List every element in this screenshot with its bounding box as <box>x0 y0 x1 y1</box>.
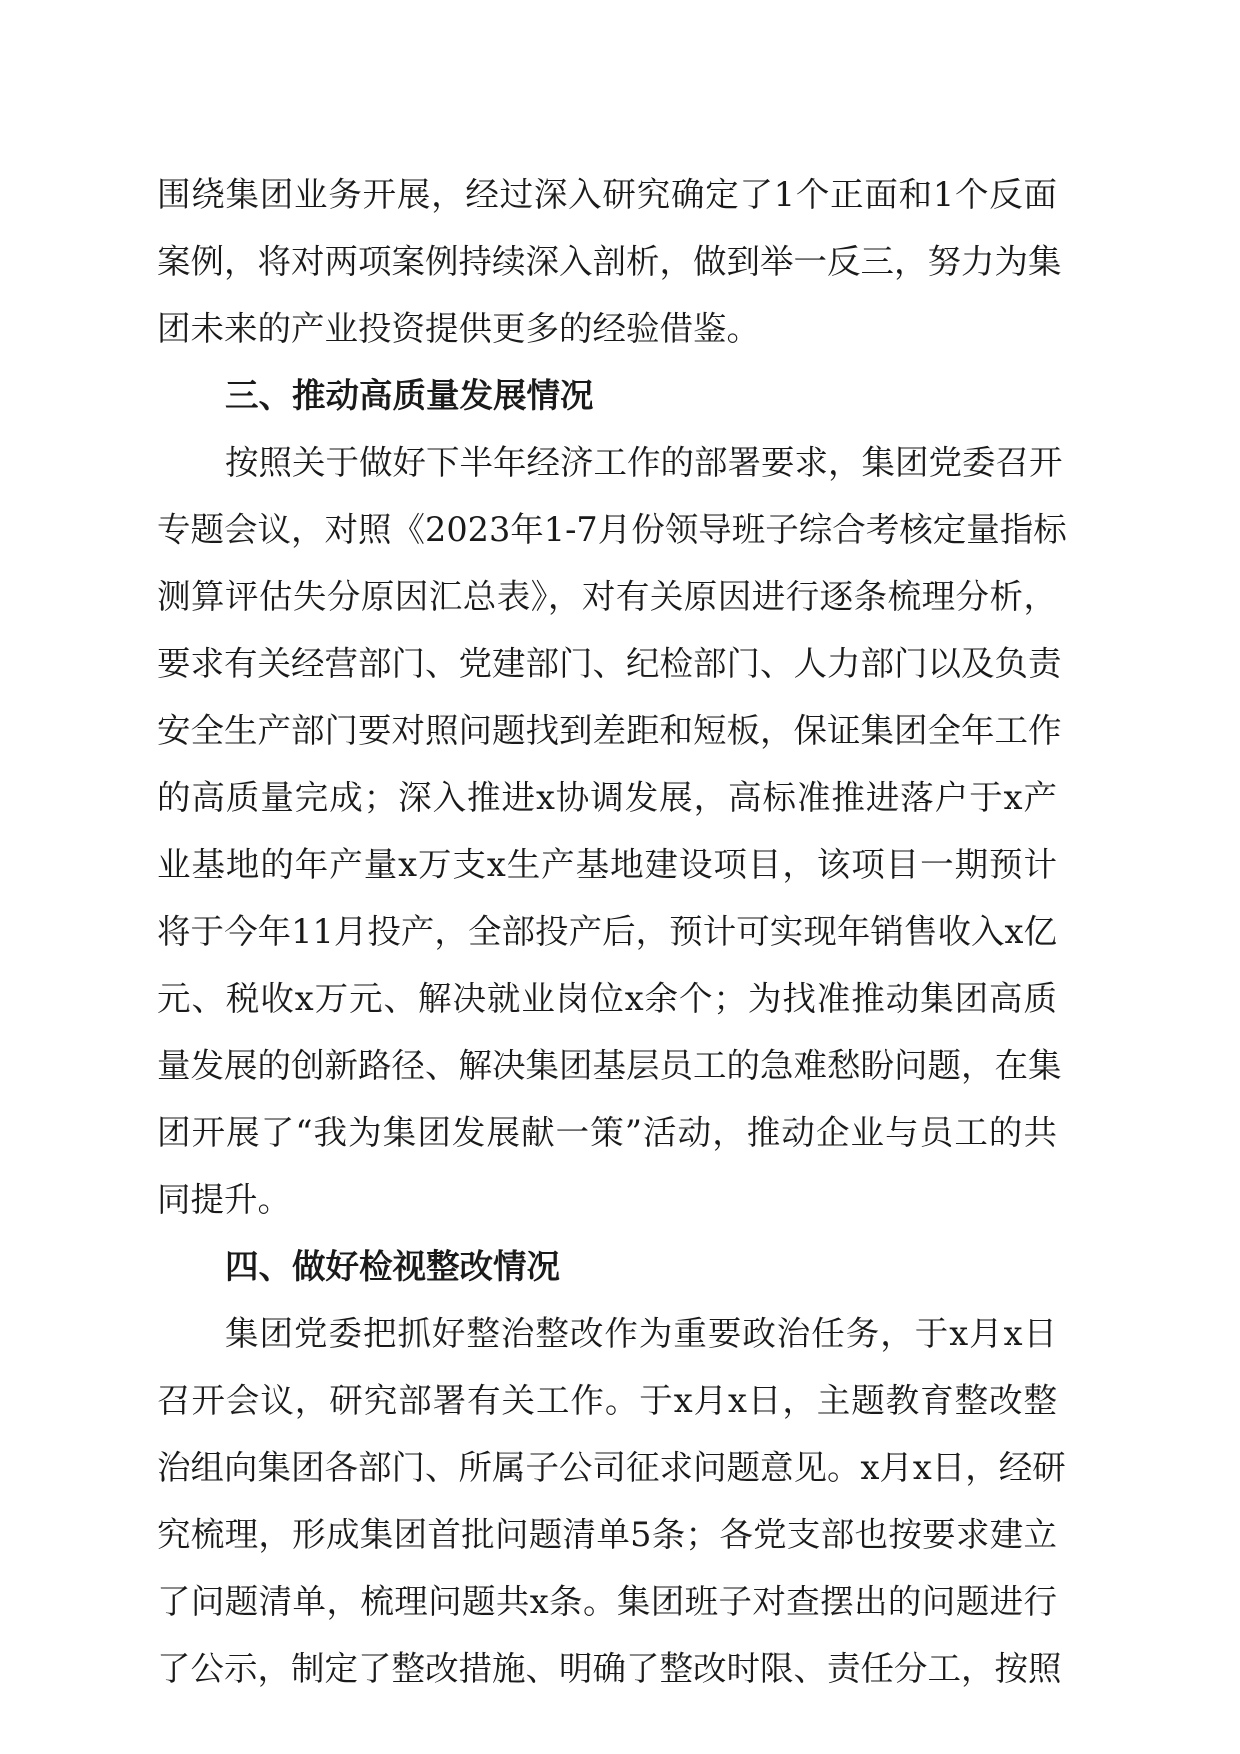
section-heading-3: 三、推动高质量发展情况 <box>225 376 594 415</box>
paragraph-line: 了问题清单，梳理问题共x条。集团班子对查摆出的问题进行 <box>157 1582 1057 1621</box>
paragraph-line: 团开展了“我为集团发展献一策”活动，推动企业与员工的共 <box>157 1113 1057 1152</box>
paragraph-line: 案例，将对两项案例持续深入剖析，做到举一反三，努力为集 <box>157 242 1062 281</box>
paragraph-line: 专题会议，对照《2023年1-7月份领导班子综合考核定量指标 <box>157 510 1067 549</box>
paragraph-line: 围绕集团业务开展，经过深入研究确定了1个正面和1个反面 <box>157 175 1057 214</box>
paragraph-line: 要求有关经营部门、党建部门、纪检部门、人力部门以及负责 <box>157 644 1062 683</box>
paragraph-line: 了公示，制定了整改措施、明确了整改时限、责任分工，按照 <box>157 1649 1062 1688</box>
paragraph-line: 将于今年11月投产，全部投产后，预计可实现年销售收入x亿 <box>157 912 1057 951</box>
paragraph-line: 的高质量完成；深入推进x协调发展，高标准推进落户于x产 <box>157 778 1057 817</box>
paragraph-line: 团未来的产业投资提供更多的经验借鉴。 <box>157 309 760 348</box>
paragraph-line: 究梳理，形成集团首批问题清单5条；各党支部也按要求建立 <box>157 1515 1057 1554</box>
paragraph-line: 同提升。 <box>157 1180 291 1219</box>
paragraph-line: 业基地的年产量x万支x生产基地建设项目，该项目一期预计 <box>157 845 1057 884</box>
paragraph-line: 测算评估失分原因汇总表》，对有关原因进行逐条梳理分析， <box>157 577 1057 616</box>
paragraph-line: 召开会议，研究部署有关工作。于x月x日，主题教育整改整 <box>157 1381 1057 1420</box>
paragraph-line: 量发展的创新路径、解决集团基层员工的急难愁盼问题，在集 <box>157 1046 1062 1085</box>
paragraph-line: 按照关于做好下半年经济工作的部署要求，集团党委召开 <box>225 443 1063 482</box>
paragraph-line: 安全生产部门要对照问题找到差距和短板，保证集团全年工作 <box>157 711 1062 750</box>
paragraph-line: 治组向集团各部门、所属子公司征求问题意见。x月x日，经研 <box>157 1448 1066 1487</box>
paragraph-line: 集团党委把抓好整治整改作为重要政治任务，于x月x日 <box>225 1314 1057 1353</box>
section-heading-4: 四、做好检视整改情况 <box>225 1247 560 1286</box>
paragraph-line: 元、税收x万元、解决就业岗位x余个；为找准推动集团高质 <box>157 979 1057 1018</box>
